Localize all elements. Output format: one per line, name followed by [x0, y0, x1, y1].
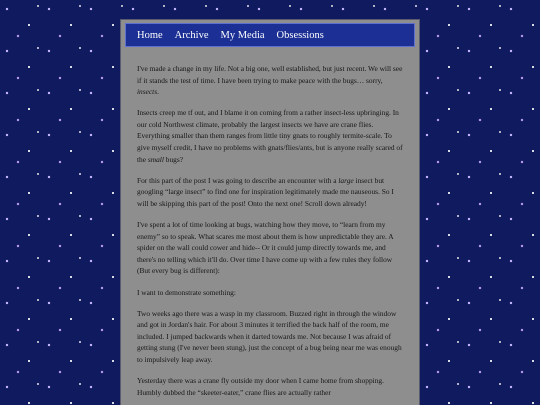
post-paragraph-3: For this part of the post I was going to describe an encounter with a large insect but googling “large insect” to find one for inspiration legitimately made me nauseous. So I will be skipping this part of the post! Onto the next one! Scroll down already!	[137, 175, 394, 208]
post-paragraph-2: Insects creep me tf out, and I blame it on coming from a rather insect-less upbringing. In our cold Northwest climate, probably the largest insects we have are crane flies. Everything smaller than them ranges from little tiny gnats to roughly termite-scale. To give myself credit, I have no problems with gnats/flies/ants, but is anyone really scared of the small bugs?	[137, 108, 403, 164]
post-paragraph-7: Yesterday there was a crane fly outside my door when I came home from shopping. Humbly dubbed the “skeeter-eater,” crane flies are actually rather	[137, 376, 384, 397]
content-column	[121, 20, 419, 405]
nav-obsessions-link[interactable]: Obsessions	[276, 29, 324, 41]
blog-post	[137, 63, 405, 405]
top-nav	[125, 23, 415, 47]
post-paragraph-4: I've spent a lot of time looking at bugs, watching how they move, to “learn from my enemy” so to speak. What scares me most about them is how unpredictable they are. A spider on the wall could cower and hide-- Or it could jump directly towards me, and there's no telling which it'll do. Over time I have come up with a few rules they follow (But every bug is different):	[137, 220, 394, 276]
post-paragraph-1: I've made a change in my life. Not a big one, well established, but just recent. We will see if it stands the test of time. I have been trying to make peace with the bugs… sorry, insects.	[137, 64, 403, 97]
nav-my-media-link[interactable]: My Media	[220, 29, 265, 41]
post-paragraph-5: I want to demonstrate something:	[137, 287, 236, 297]
nav-archive-link[interactable]: Archive	[174, 29, 209, 41]
post-paragraph-6: Two weeks ago there was a wasp in my classroom. Buzzed right in through the window and got in Jordan's hair. For about 3 minutes it terrified the back half of the room, me included. I jumped backwards when it darted towards me. Not because I was afraid of getting stung (I've never been stung), just the concept of a bug being near me was enough to impulsively leap away.	[137, 308, 402, 364]
nav-home-link[interactable]: Home	[137, 29, 163, 41]
